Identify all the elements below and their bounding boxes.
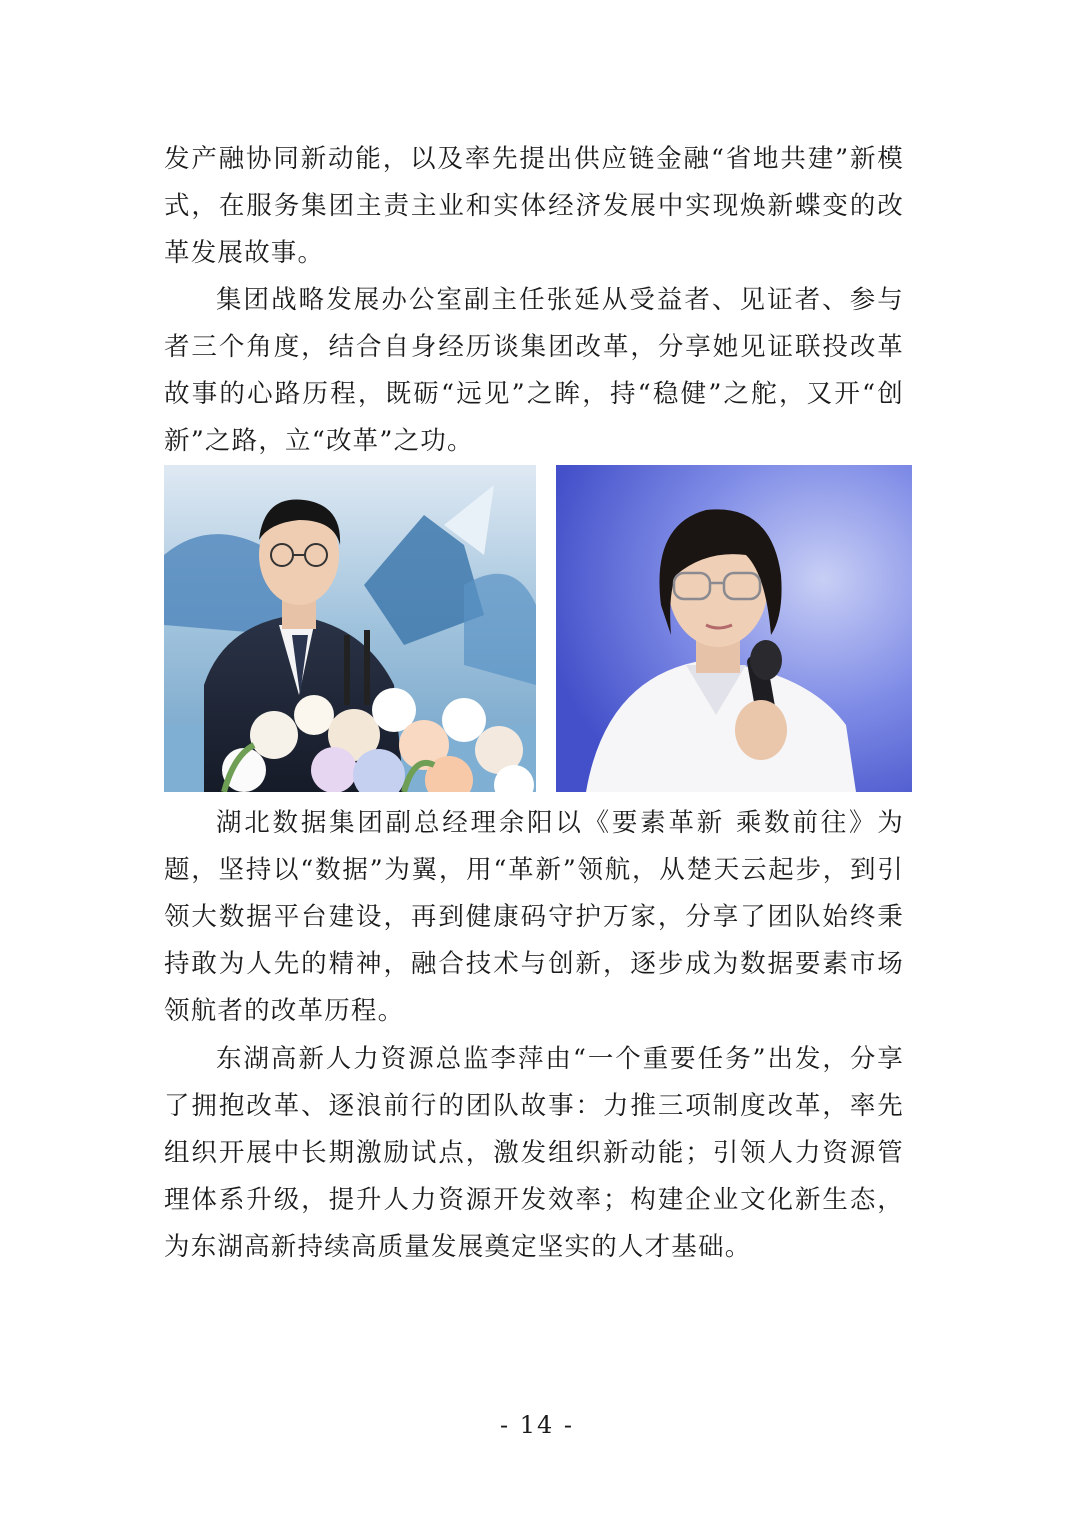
page-number: - 14 - bbox=[499, 1411, 574, 1439]
paragraph-yu-yang: 湖北数据集团副总经理余阳以《要素革新 乘数前往》为题，坚持以“数据”为翼，用“革新”领航，从楚天云起步，到引领大数据平台建设，再到健康码守护万家，分享了团队始终秉持敢为人先的精神，融合技术与创新，逐步成为数据要素市场领航者的改革历程。 bbox=[164, 808, 904, 1026]
photo-female-speaker-illustration bbox=[556, 465, 912, 792]
paragraph-continuation: 发产融协同新动能，以及率先提出供应链金融“省地共建”新模式，在服务集团主责主业和实体经济发展中实现焕新蝶变的改革发展故事。 bbox=[164, 144, 904, 268]
photo-male-speaker-at-podium bbox=[164, 465, 536, 792]
photo-male-speaker-illustration bbox=[164, 465, 536, 792]
paragraph-li-ping: 东湖高新人力资源总监李萍由“一个重要任务”出发，分享了拥抱改革、逐浪前行的团队故事：力推三项制度改革，率先组织开展中长期激励试点，激发组织新动能；引领人力资源管理体系升级，提升人力资源开发效率；构建企业文化新生态，为东湖高新持续高质量发展奠定坚实的人才基础。 bbox=[164, 1044, 904, 1262]
paragraph-zhang-yan: 集团战略发展办公室副主任张延从受益者、见证者、参与者三个角度，结合自身经历谈集团改革，分享她见证联投改革故事的心路历程，既砺“远见”之眸，持“稳健”之舵，又开“创新”之路，立“改革”之功。 bbox=[164, 285, 904, 456]
photo-female-speaker-with-microphone bbox=[556, 465, 912, 792]
